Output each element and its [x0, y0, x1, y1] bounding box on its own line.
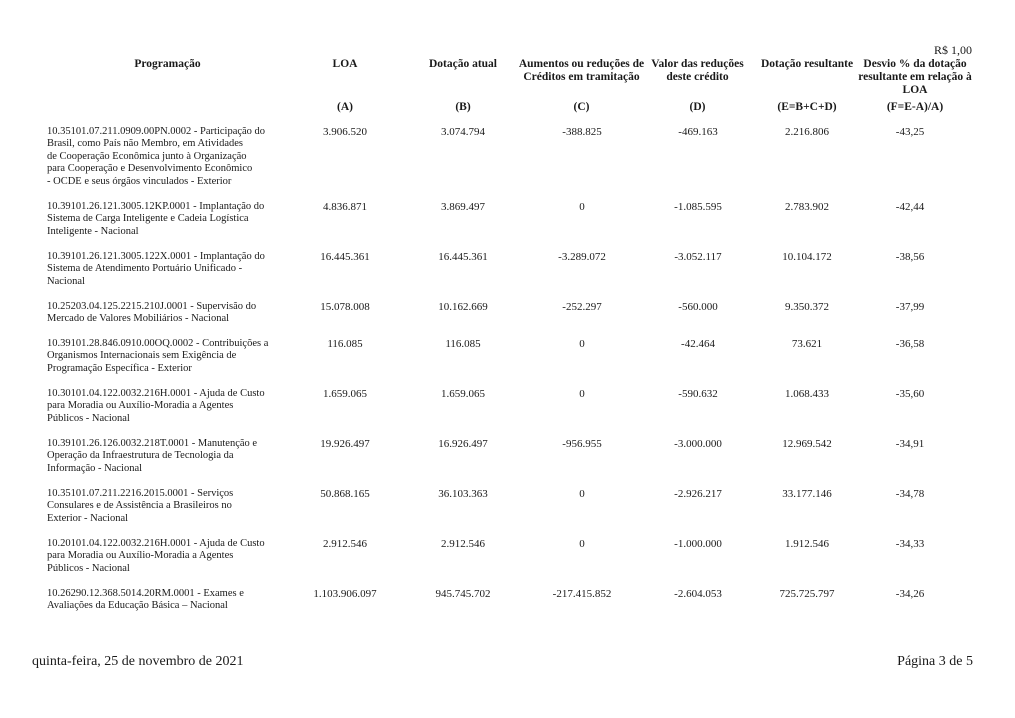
cell-loa: 116.085: [327, 338, 363, 350]
footer-date: quinta-feira, 25 de novembro de 2021: [32, 654, 244, 669]
header-code: (E=B+C+D): [777, 101, 837, 113]
cell-desvio: -42,44: [895, 201, 925, 213]
cell-aumentos: 0: [579, 538, 585, 550]
cell-dotacao-atual: 16.926.497: [438, 438, 488, 450]
currency-unit: R$ 1,00: [933, 43, 972, 57]
cell-loa: 19.926.497: [320, 438, 370, 450]
cell-loa: 1.659.065: [323, 388, 367, 400]
cell-programacao: 10.35101.07.211.0909.00PN.0002 - Participação do Brasil, como País não Membro, em Atividades de Cooperação Econômica junto à Organização para Cooperação e Desenvolvimento Econômico - OCDE e seus órgãos vinculados - Exterior: [47, 126, 266, 187]
cell-dotacao-atual: 3.074.794: [441, 126, 485, 138]
cell-reducoes: -42.464: [681, 338, 715, 350]
cell-resultante: 2.783.902: [785, 201, 829, 213]
cell-reducoes: -3.000.000: [674, 438, 722, 450]
header-title: Aumentos ou reduções de Créditos em tramitação: [518, 58, 645, 83]
cell-reducoes: -2.926.217: [674, 488, 722, 500]
cell-reducoes: -1.000.000: [674, 538, 722, 550]
cell-reducoes: -560.000: [678, 301, 718, 313]
cell-resultante: 725.725.797: [779, 588, 835, 600]
cell-dotacao-atual: 16.445.361: [438, 251, 488, 263]
cell-loa: 3.906.520: [323, 126, 367, 138]
header-title: Dotação atual: [428, 58, 498, 70]
cell-aumentos: -388.825: [562, 126, 602, 138]
cell-programacao: 10.39101.28.846.0910.00OQ.0002 - Contribuições a Organismos Internacionais sem Exigência de Programação Específica - Exterior: [47, 338, 269, 374]
cell-aumentos: 0: [579, 338, 585, 350]
cell-dotacao-atual: 3.869.497: [441, 201, 485, 213]
footer-page-number: Página 3 de 5: [897, 654, 973, 669]
cell-desvio: -34,33: [895, 538, 925, 550]
cell-programacao: 10.20101.04.122.0032.216H.0001 - Ajuda de Custo para Moradia ou Auxílio-Moradia a Agentes Públicos - Nacional: [47, 538, 265, 574]
cell-resultante: 1.068.433: [785, 388, 829, 400]
cell-desvio: -43,25: [895, 126, 925, 138]
cell-programacao: 10.39101.26.121.3005.12KP.0001 - Implantação do Sistema de Carga Inteligente e Cadeia Logística Inteligente - Nacional: [47, 201, 265, 237]
header-title: Dotação resultante: [760, 58, 854, 70]
cell-programacao: 10.39101.26.126.0032.218T.0001 - Manutenção e Operação da Infraestrutura de Tecnologia da Informação - Nacional: [47, 438, 258, 474]
cell-desvio: -35,60: [895, 388, 925, 400]
cell-resultante: 33.177.146: [782, 488, 832, 500]
header-desvio: [850, 58, 980, 113]
cell-resultante: 9.350.372: [785, 301, 829, 313]
header-resultante: [752, 58, 862, 113]
cell-desvio: -37,99: [895, 301, 925, 313]
cell-loa: 1.103.906.097: [313, 588, 377, 600]
cell-reducoes: -3.052.117: [674, 251, 722, 263]
cell-dotacao-atual: 2.912.546: [441, 538, 485, 550]
header-loa: [290, 58, 400, 113]
cell-loa: 2.912.546: [323, 538, 367, 550]
cell-resultante: 12.969.542: [782, 438, 832, 450]
header-aumentos: [518, 58, 645, 113]
header-code: (D): [689, 101, 706, 113]
cell-aumentos: 0: [579, 488, 585, 500]
cell-reducoes: -469.163: [678, 126, 718, 138]
cell-programacao: 10.35101.07.211.2216.2015.0001 - Serviços Consulares e de Assistência a Brasileiros no Exterior - Nacional: [47, 488, 234, 524]
cell-aumentos: -252.297: [562, 301, 602, 313]
header-title: Programação: [134, 58, 201, 70]
cell-desvio: -38,56: [895, 251, 925, 263]
cell-loa: 50.868.165: [320, 488, 370, 500]
cell-reducoes: -590.632: [678, 388, 718, 400]
cell-loa: 4.836.871: [323, 201, 367, 213]
cell-programacao: 10.25203.04.125.2215.210J.0001 - Supervisão do Mercado de Valores Mobiliários - Nacional: [47, 301, 257, 325]
cell-programacao: 10.39101.26.121.3005.122X.0001 - Implantação do Sistema de Atendimento Portuário Unificado - Nacional: [47, 251, 265, 287]
cell-aumentos: 0: [579, 201, 585, 213]
cell-dotacao-atual: 1.659.065: [441, 388, 485, 400]
cell-dotacao-atual: 945.745.702: [435, 588, 491, 600]
cell-resultante: 1.912.546: [785, 538, 829, 550]
cell-loa: 15.078.008: [320, 301, 370, 313]
cell-dotacao-atual: 36.103.363: [438, 488, 488, 500]
cell-dotacao-atual: 10.162.669: [438, 301, 488, 313]
cell-loa: 16.445.361: [320, 251, 370, 263]
cell-programacao: 10.30101.04.122.0032.216H.0001 - Ajuda de Custo para Moradia ou Auxílio-Moradia a Agentes Públicos - Nacional: [47, 388, 265, 424]
header-title: Valor das reduções deste crédito: [651, 58, 744, 83]
cell-resultante: 73.621: [791, 338, 823, 350]
header-reducoes: [645, 58, 750, 113]
header-title: LOA: [332, 58, 358, 70]
header-code: (F=E-A)/A): [886, 101, 944, 113]
cell-desvio: -34,26: [895, 588, 925, 600]
cell-resultante: 10.104.172: [782, 251, 832, 263]
cell-reducoes: -2.604.053: [674, 588, 722, 600]
cell-aumentos: 0: [579, 388, 585, 400]
header-code: (C): [573, 101, 590, 113]
cell-programacao: 10.26290.12.368.5014.20RM.0001 - Exames e Avaliações da Educação Básica – Nacional: [47, 588, 244, 612]
cell-aumentos: -956.955: [562, 438, 602, 450]
cell-resultante: 2.216.806: [785, 126, 829, 138]
header-programacao: [90, 58, 245, 71]
cell-reducoes: -1.085.595: [674, 201, 722, 213]
cell-aumentos: -217.415.852: [552, 588, 612, 600]
header-title: Desvio % da dotação resultante em relação à LOA: [858, 58, 972, 96]
cell-desvio: -36,58: [895, 338, 925, 350]
cell-dotacao-atual: 116.085: [445, 338, 481, 350]
header-dotacao-atual: [408, 58, 518, 113]
header-code: (A): [337, 101, 353, 113]
header-code: (B): [455, 101, 471, 113]
cell-desvio: -34,91: [895, 438, 925, 450]
cell-desvio: -34,78: [895, 488, 925, 500]
cell-aumentos: -3.289.072: [558, 251, 606, 263]
